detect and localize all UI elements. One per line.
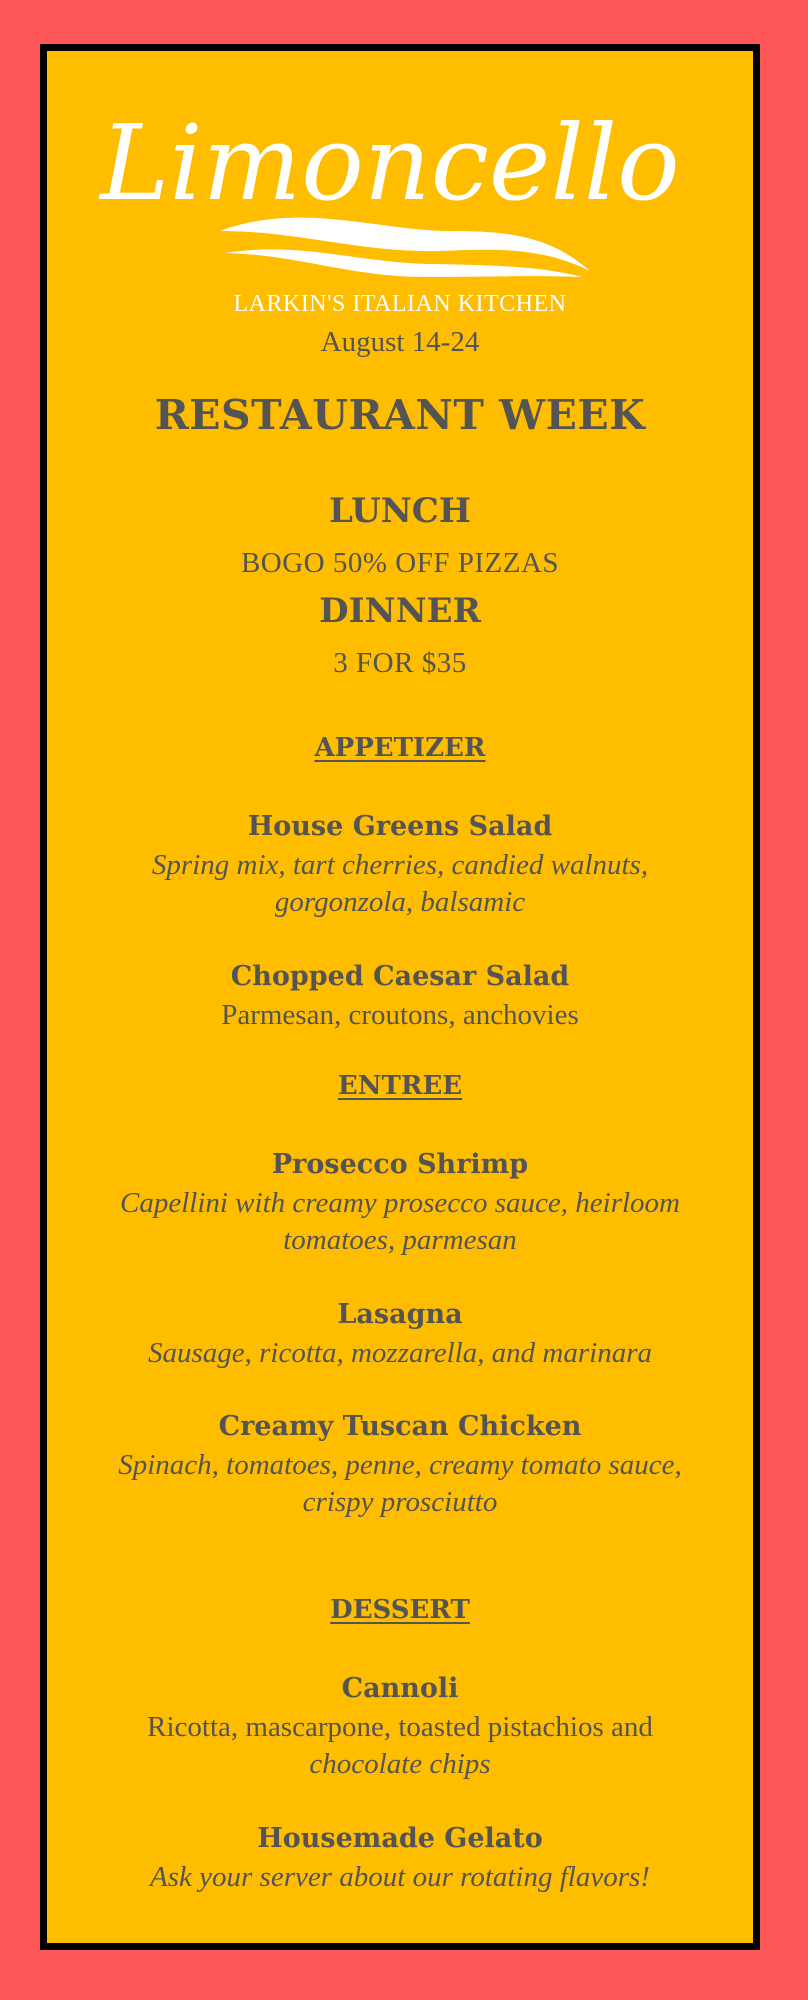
dinner-offer: 3 FOR $35 — [333, 647, 467, 679]
menu-item-desc: Capellini with creamy prosecco sauce, heirloom — [119, 1187, 681, 1219]
section-heading-appetizer: APPETIZER — [314, 733, 486, 763]
menu-item-desc: Sausage, ricotta, mozzarella, and marinara — [147, 1337, 653, 1369]
menu-item-name: Lasagna — [337, 1299, 463, 1330]
menu-item-desc: crispy prosciutto — [302, 1486, 498, 1518]
logo-subtitle: LARKIN'S ITALIAN KITCHEN — [233, 291, 567, 317]
menu-item-name: House Greens Salad — [247, 811, 553, 842]
logo-wave-2 — [225, 249, 582, 277]
menu-item-desc: Spinach, tomatoes, penne, creamy tomato sauce, — [118, 1449, 682, 1481]
lunch-offer: BOGO 50% OFF PIZZAS — [240, 547, 560, 579]
restaurant-logo — [47, 81, 753, 319]
menu-item-desc: Spring mix, tart cherries, candied walnuts, — [151, 849, 649, 881]
menu-item-desc: Ricotta, mascarpone, toasted pistachios and — [147, 1711, 653, 1743]
section-heading-dessert: DESSERT — [330, 1595, 470, 1625]
menu-item-desc: Parmesan, croutons, anchovies — [221, 999, 579, 1031]
menu-item-name: Cannoli — [341, 1673, 459, 1704]
menu-item-desc: tomatoes, parmesan — [283, 1224, 517, 1256]
event-dates: August 14-24 — [320, 326, 480, 358]
menu-item-name: Creamy Tuscan Chicken — [218, 1411, 582, 1442]
logo-script-text: Limoncello — [100, 102, 680, 224]
menu-item-desc: Ask your server about our rotating flavors! — [150, 1861, 650, 1893]
event-title: RESTAURANT WEEK — [154, 391, 646, 439]
menu-panel — [40, 44, 760, 1950]
menu-item-name: Housemade Gelato — [257, 1823, 543, 1854]
dinner-title: DINNER — [319, 591, 481, 631]
menu-item-desc: gorgonzola, balsamic — [274, 886, 526, 918]
menu-item-desc: chocolate chips — [309, 1748, 491, 1780]
lunch-title: LUNCH — [329, 491, 471, 531]
menu-item-name: Prosecco Shrimp — [271, 1149, 529, 1180]
section-heading-entree: ENTREE — [337, 1071, 463, 1101]
menu-item-name: Chopped Caesar Salad — [230, 961, 570, 992]
